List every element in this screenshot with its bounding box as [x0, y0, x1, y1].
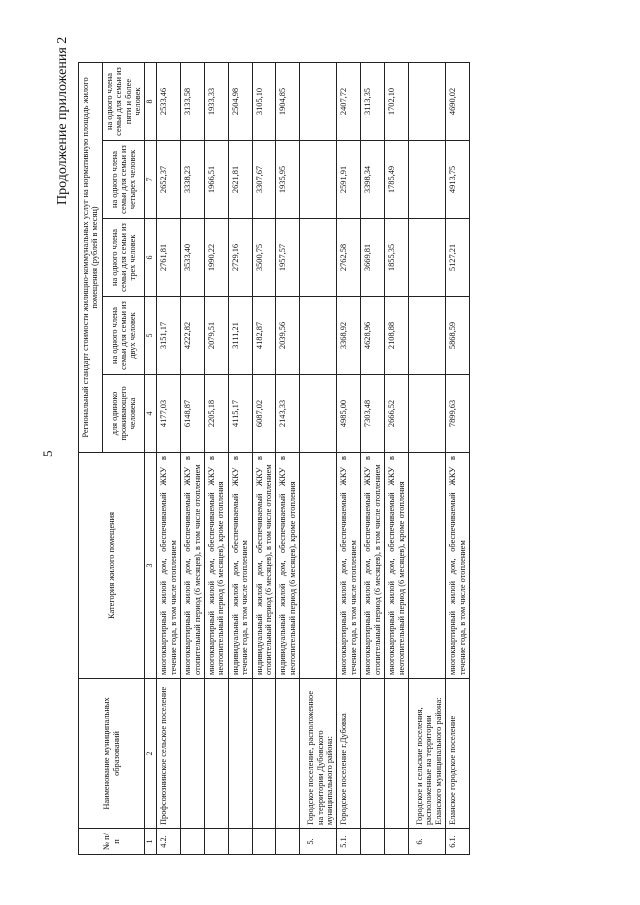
col-index: 2 — [145, 679, 157, 829]
standard-value: 2533,46 — [157, 63, 181, 141]
header-c1: для одиноко проживающего человека — [102, 375, 145, 453]
row-number — [181, 829, 205, 855]
table-row — [252, 63, 276, 855]
table-row — [276, 63, 300, 855]
col-index: 3 — [145, 453, 157, 679]
table-body — [157, 63, 470, 855]
col-index: 1 — [145, 829, 157, 855]
standard-value — [408, 375, 445, 453]
municipality-name — [361, 679, 385, 829]
housing-category: многоквартирный жилой дом, обеспечиваемый ЖКУ в течение года, в том числе отоплением — [446, 453, 470, 679]
standard-value: 3533,40 — [181, 219, 205, 297]
table-row — [300, 63, 337, 855]
standard-value: 1990,22 — [205, 219, 229, 297]
standard-value: 2039,56 — [276, 297, 300, 375]
standard-value: 2666,52 — [385, 375, 409, 453]
standard-value — [408, 63, 445, 141]
housing-category: многоквартирный жилой дом, обеспечиваемый ЖКУ в неотопительный период (6 месяцев), кроме отопления — [205, 453, 229, 679]
standard-value: 1957,57 — [276, 219, 300, 297]
municipality-name — [276, 679, 300, 829]
standard-value: 2108,88 — [385, 297, 409, 375]
row-number: 6.1. — [446, 829, 470, 855]
table-row — [361, 63, 385, 855]
standard-value: 4182,87 — [252, 297, 276, 375]
header-name: Наименование муниципальных образований — [79, 679, 145, 829]
row-number: 5. — [300, 829, 337, 855]
header-standard: Региональный стандарт стоимости жилищно-коммунальных услуг на нормативную площадь жилого помещения (рублей в месяц) — [79, 63, 103, 453]
standard-value: 2205,18 — [205, 375, 229, 453]
standard-value: 3398,34 — [361, 141, 385, 219]
row-number — [205, 829, 229, 855]
municipality-name — [385, 679, 409, 829]
standard-value: 1933,33 — [205, 63, 229, 141]
standard-value: 3151,17 — [157, 297, 181, 375]
table-row — [181, 63, 205, 855]
housing-category: многоквартирный жилой дом, обеспечиваемый ЖКУ в отопительный период (6 месяцев), в том числе отоплением — [361, 453, 385, 679]
municipality-name: Еланское городское поселение — [446, 679, 470, 829]
row-number — [252, 829, 276, 855]
standard-value: 3111,21 — [228, 297, 252, 375]
row-number: 4.2. — [157, 829, 181, 855]
col-index: 8 — [145, 63, 157, 141]
municipality-name — [181, 679, 205, 829]
row-number — [228, 829, 252, 855]
municipality-name: Городское поселение, расположенное на территории Дубовского муниципального района: — [300, 679, 337, 829]
col-index: 4 — [145, 375, 157, 453]
table-row — [446, 63, 470, 855]
standard-value: 5127,21 — [446, 219, 470, 297]
table-row — [385, 63, 409, 855]
municipality-name — [205, 679, 229, 829]
standard-value — [300, 297, 337, 375]
standard-value: 2762,58 — [337, 219, 361, 297]
standard-value: 2761,81 — [157, 219, 181, 297]
municipality-name: Городское поселение г.Дубовка — [337, 679, 361, 829]
header-c2: на одного члена семьи для семьи из двух человек — [102, 297, 145, 375]
standard-value: 6087,02 — [252, 375, 276, 453]
continuation-title: Продолжение приложения 2 — [55, 36, 70, 205]
standard-value: 4177,03 — [157, 375, 181, 453]
municipality-name — [252, 679, 276, 829]
standard-value — [408, 297, 445, 375]
standard-value — [300, 141, 337, 219]
standard-value: 2652,37 — [157, 141, 181, 219]
standard-value: 3105,10 — [252, 63, 276, 141]
housing-category — [408, 453, 445, 679]
row-number: 6. — [408, 829, 445, 855]
standard-value: 2621,81 — [228, 141, 252, 219]
col-index: 7 — [145, 141, 157, 219]
standard-value: 6148,87 — [181, 375, 205, 453]
municipality-name: Городское и сельские поселения, расположенные на территории Еланского муниципального района: — [408, 679, 445, 829]
standard-value: 3669,81 — [361, 219, 385, 297]
col-index: 6 — [145, 219, 157, 297]
municipality-name — [228, 679, 252, 829]
col-index: 5 — [145, 297, 157, 375]
standard-value: 3368,92 — [337, 297, 361, 375]
standard-value — [408, 219, 445, 297]
standard-value: 4222,82 — [181, 297, 205, 375]
column-index-row — [145, 63, 157, 855]
row-number — [385, 829, 409, 855]
standard-value: 4115,17 — [228, 375, 252, 453]
standard-value: 3113,35 — [361, 63, 385, 141]
standard-value: 2079,51 — [205, 297, 229, 375]
table-row — [157, 63, 181, 855]
standard-value: 3338,23 — [181, 141, 205, 219]
table-row — [228, 63, 252, 855]
standard-value: 7899,63 — [446, 375, 470, 453]
header-c5: на одного члена семьи для семьи из пяти и более человек — [102, 63, 145, 141]
row-number — [276, 829, 300, 855]
standard-value — [408, 141, 445, 219]
standard-value: 1935,95 — [276, 141, 300, 219]
row-number: 5.1. — [337, 829, 361, 855]
standard-value: 1702,10 — [385, 63, 409, 141]
standard-value: 1966,51 — [205, 141, 229, 219]
standard-value — [300, 375, 337, 453]
standard-value: 2591,91 — [337, 141, 361, 219]
standard-value: 5868,59 — [446, 297, 470, 375]
page-number: 5 — [40, 450, 55, 457]
header-num: № п/п — [79, 829, 145, 855]
housing-category: многоквартирный жилой дом, обеспечиваемый ЖКУ в течение года, в том числе отоплением — [337, 453, 361, 679]
standard-value — [300, 219, 337, 297]
housing-category: многоквартирный жилой дом, обеспечиваемый ЖКУ в течение года, в том числе отоплением — [157, 453, 181, 679]
housing-category: индивидуальный жилой дом, обеспечиваемый ЖКУ в течение года, в том числе отоплением — [228, 453, 252, 679]
standard-value: 4913,75 — [446, 141, 470, 219]
standard-value: 1904,85 — [276, 63, 300, 141]
header-category: Категория жилого помещения — [79, 453, 145, 679]
housing-category: многоквартирный жилой дом, обеспечиваемый ЖКУ в неотопительный период (6 месяцев), кроме отопления — [385, 453, 409, 679]
standard-value: 4690,02 — [446, 63, 470, 141]
standard-value: 4628,96 — [361, 297, 385, 375]
standard-value: 2143,33 — [276, 375, 300, 453]
table-row — [408, 63, 445, 855]
standard-value: 4985,00 — [337, 375, 361, 453]
standard-value: 1785,49 — [385, 141, 409, 219]
housing-category: многоквартирный жилой дом, обеспечиваемый ЖКУ в отопительный период (6 месяцев), в том числе отоплением — [181, 453, 205, 679]
header-c3: на одного члена семьи для семьи из трех человек — [102, 219, 145, 297]
standard-value: 3500,75 — [252, 219, 276, 297]
housing-category: индивидуальный жилой дом, обеспечиваемый ЖКУ в отопительный период (6 месяцев), в том числе отоплением — [252, 453, 276, 679]
standard-value: 7303,48 — [361, 375, 385, 453]
housing-category — [300, 453, 337, 679]
standard-value: 3307,67 — [252, 141, 276, 219]
header-c4: на одного члена семьи для семьи из четырех человек — [102, 141, 145, 219]
standard-value: 1855,35 — [385, 219, 409, 297]
municipality-name: Профсоюзнинское сельское поселение — [157, 679, 181, 829]
header-row — [79, 63, 103, 855]
standards-table — [78, 62, 470, 855]
standard-value: 2407,72 — [337, 63, 361, 141]
table-row — [205, 63, 229, 855]
row-number — [361, 829, 385, 855]
table-row — [337, 63, 361, 855]
housing-category: индивидуальный жилой дом, обеспечиваемый ЖКУ в неотопительный период (6 месяцев), кроме отопления — [276, 453, 300, 679]
standard-value: 2729,16 — [228, 219, 252, 297]
standard-value: 2504,98 — [228, 63, 252, 141]
standard-value — [300, 63, 337, 141]
standard-value: 3133,58 — [181, 63, 205, 141]
